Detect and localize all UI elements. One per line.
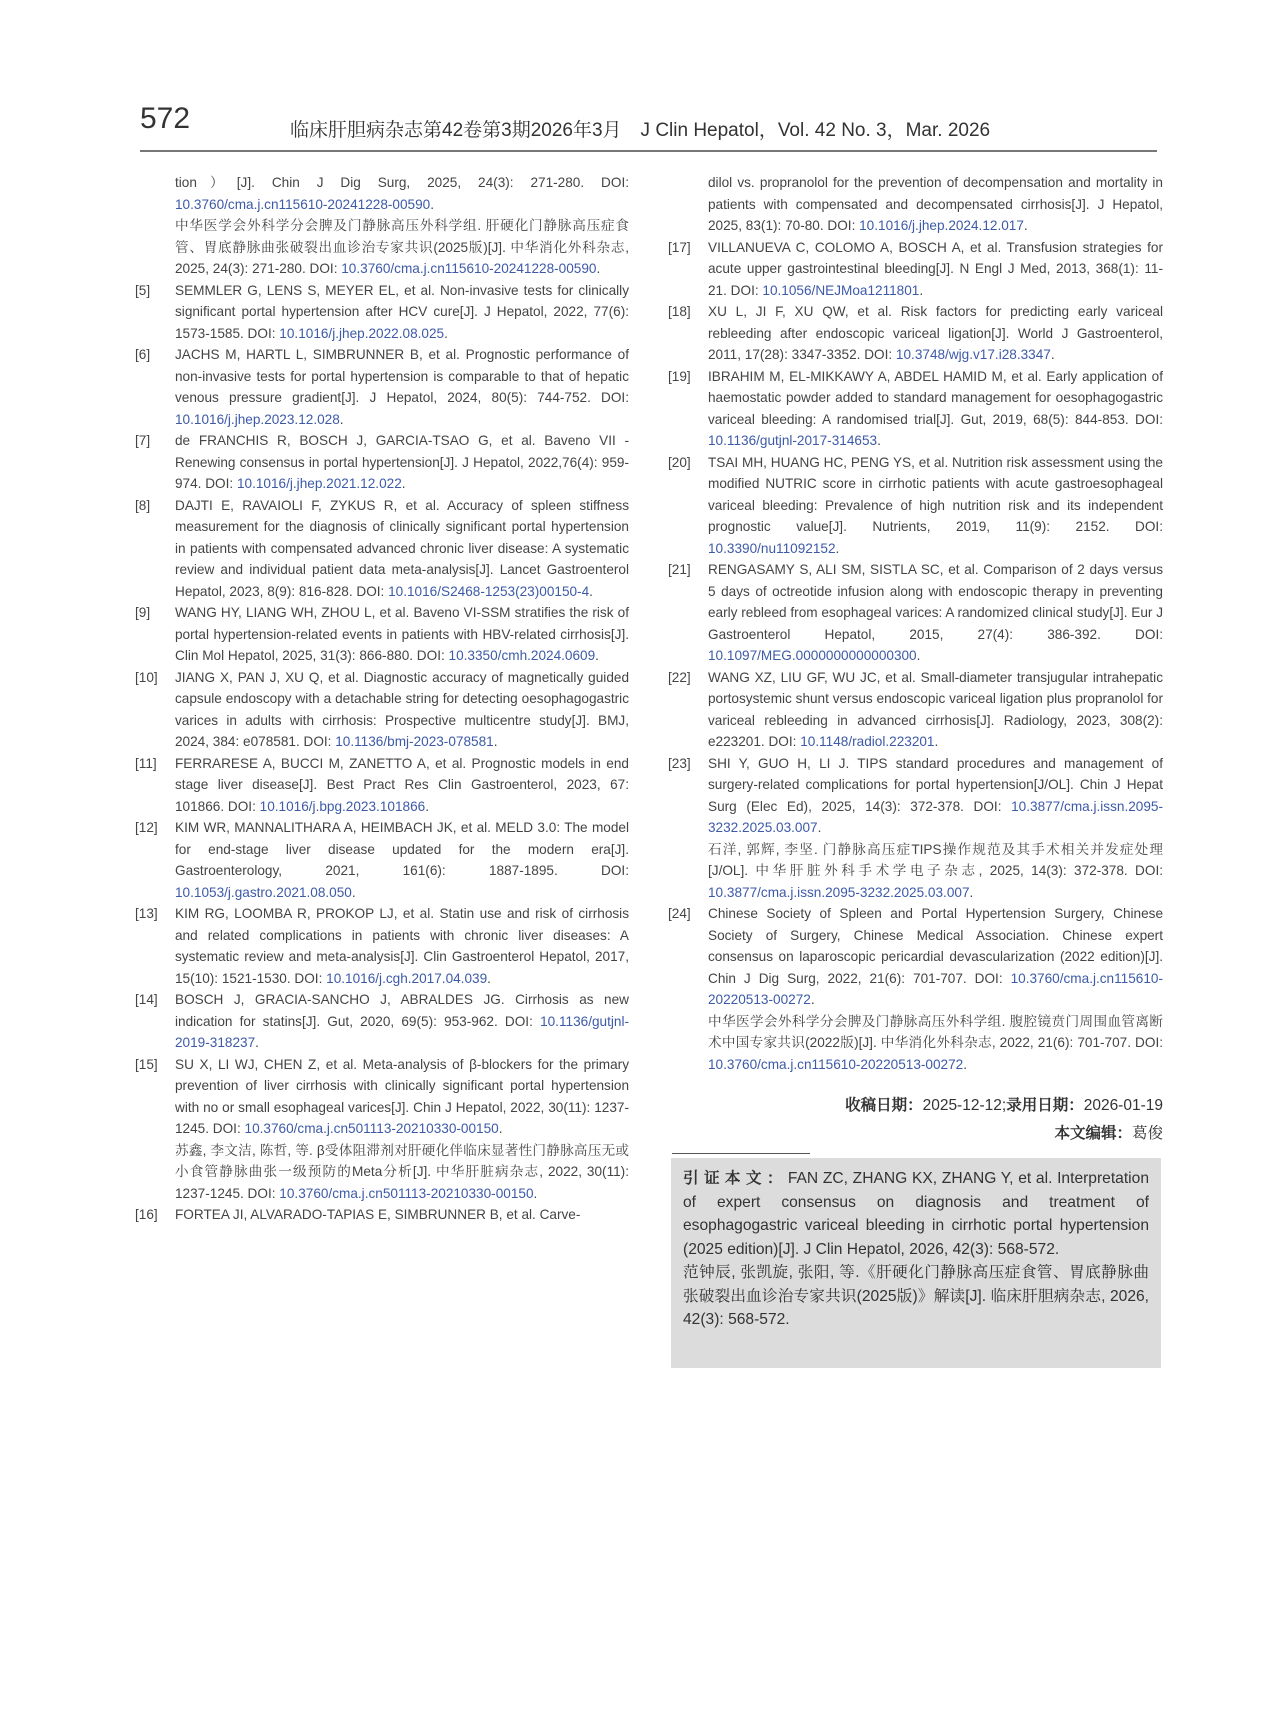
reference-text: FERRARESE A, BUCCI M, ZANETTO A, et al. Prognostic models in end stage liver disease[J]. Best Pract Res Clin Gastroenterol, 2023, 67: 101866. DOI:	[175, 755, 629, 814]
doi-link[interactable]: 10.3760/cma.j.cn115610-20220513-00272	[708, 1056, 964, 1072]
reference-item	[668, 301, 1163, 366]
reference-tail: .	[877, 433, 881, 448]
doi-link[interactable]: 10.1016/j.jhep.2024.12.017	[859, 218, 1024, 233]
doi-link[interactable]: 10.1136/gutjnl-2017-314653	[708, 433, 878, 448]
reference-number: [17]	[668, 239, 691, 255]
reference-number: [19]	[668, 368, 691, 384]
reference-body	[175, 903, 629, 989]
received-date: 2025-12-12	[922, 1097, 1002, 1114]
editor-name: 葛俊	[1131, 1125, 1163, 1142]
doi-link[interactable]: 10.1136/bmj-2023-078581	[335, 734, 494, 749]
reference-number: [11]	[135, 755, 157, 771]
doi-link[interactable]: 10.3350/cmh.2024.0609	[448, 648, 596, 663]
reference-tail: .	[425, 798, 429, 814]
reference-tail: .	[589, 583, 593, 599]
page-number: 572	[140, 102, 191, 135]
reference-tail: .	[934, 734, 939, 749]
reference-number: [14]	[135, 992, 158, 1007]
doi-link[interactable]: 10.3877/cma.j.issn.2095-3232.2025.03.007	[708, 798, 1163, 835]
reference-text: SHI Y, GUO H, LI J. TIPS standard procedures and management of surgery-related complications for portal hypertension[J/OL]. Chin J Hepat Surg (Elec Ed), 2025, 14(3): 372-378. DOI:	[708, 755, 1163, 814]
doi-link[interactable]: 10.1053/j.gastro.2021.08.050	[175, 884, 352, 900]
reference-number: [5]	[135, 282, 151, 298]
reference-item	[135, 1204, 629, 1226]
reference-list-left-column	[135, 172, 629, 1226]
reference-text: TSAI MH, HUANG HC, PENG YS, et al. Nutrition risk assessment using the modified NUTRIC score in cirrhotic patients with acute gastroesophageal variceal bleeding: Prevalence of high nutrition risk and its independent prognostic value[J]. Nutrients, 2019, 11(9): 2152. DOI:	[708, 454, 1163, 534]
reference-item	[135, 602, 629, 667]
reference-text: KIM RG, LOOMBA R, PROKOP LJ, et al. Statin use and risk of cirrhosis and related complications in patients with chronic liver diseases: A systematic review and meta-analysis[J]. Clin Gastroenterol Hepatol, 2017, 15(10): 1521-1530. DOI:	[175, 906, 629, 986]
reference-number: [20]	[668, 454, 691, 470]
reference-continuation	[135, 215, 629, 280]
doi-link[interactable]: 10.1016/j.jhep.2022.08.025	[279, 325, 445, 341]
editor-label: 本文编辑：	[1054, 1125, 1132, 1142]
reference-text: FORTEA JI, ALVARADO-TAPIAS E, SIMBRUNNER B, et al. Carve-	[175, 1207, 581, 1222]
doi-link[interactable]: 10.1016/j.cgh.2017.04.039	[326, 970, 488, 986]
running-header: 临床肝胆病杂志第42卷第3期2026年3月 J Clin Hepatol，Vol. 42 No. 3，Mar. 2026	[290, 120, 991, 141]
citation-chinese: 范钟辰, 张凯旋, 张阳, 等.《肝硬化门静脉高压症食管、胃底静脉曲张破裂出血诊治专家共识(2025版)》解读[J]. 临床肝胆病杂志, 2026, 42(3): 568-572.	[683, 1264, 1149, 1328]
reference-number: [23]	[668, 755, 691, 771]
citation-english-text: FAN ZC, ZHANG KX, ZHANG Y, et al. Interpretation of expert consensus on diagnosis and treatment of esophagogastric variceal bleeding in cirrhotic portal hypertension (2025 edition)[J]. J Clin Hepatol, 2026, 42(3): 568-572.	[683, 1170, 1149, 1258]
reference-text: de FRANCHIS R, BOSCH J, GARCIA-TSAO G, et al. Baveno VII - Renewing consensus in portal hypertension[J]. J Hepatol, 2022,76(4): 959-974. DOI:	[175, 433, 629, 491]
citation-label: 引证本文：	[683, 1170, 788, 1187]
reference-tail: .	[810, 992, 815, 1007]
reference-tail: .	[533, 1185, 538, 1201]
reference-body	[708, 301, 1163, 366]
citation-box	[671, 1158, 1161, 1368]
reference-tail: .	[817, 820, 822, 835]
reference-body	[175, 602, 629, 667]
reference-text: tion）[J]. Chin J Dig Surg, 2025, 24(3): 271-280. DOI:	[175, 175, 629, 190]
editor-line	[668, 1120, 1163, 1148]
reference-body	[708, 237, 1163, 302]
reference-number: [21]	[668, 562, 691, 577]
reference-text: 中华医学会外科学分会脾及门静脉高压外科学组. 肝硬化门静脉高压症食管、胃底静脉曲张破裂出血诊治专家共识(2025版)[J]. 中华消化外科杂志, 2025, 24(3): 271-280. DOI:	[175, 218, 629, 276]
reference-number: [10]	[135, 669, 158, 685]
reference-item	[135, 753, 629, 818]
reference-text: WANG HY, LIANG WH, ZHOU L, et al. Baveno VI-SSM stratifies the risk of portal hypertension-related events in patients with HBV-related cirrhosis[J]. Clin Mol Hepatol, 2025, 31(3): 866-880. DOI:	[175, 605, 629, 663]
reference-continuation	[135, 1140, 629, 1205]
reference-item	[135, 817, 629, 903]
reference-text: 中华医学会外科学分会脾及门静脉高压外科学组. 腹腔镜贲门周围血管离断术中国专家共识(2022版)[J]. 中华消化外科杂志, 2022, 21(6): 701-707. DOI:	[708, 1013, 1163, 1050]
reference-tail: .	[919, 282, 924, 298]
doi-link[interactable]: 10.1016/j.jhep.2023.12.028	[175, 411, 340, 427]
reference-tail: .	[487, 970, 491, 986]
reference-body	[175, 280, 629, 345]
reference-tail: .	[493, 734, 498, 749]
reference-text: DAJTI E, RAVAIOLI F, ZYKUS R, et al. Accuracy of spleen stiffness measurement for the diagnosis of clinically significant portal hypertension in patients with compensated advanced chronic liver disease: A systematic review and individual patient data meta-analysis[J]. Lancet Gastroenterol Hepatol, 2023, 8(9): 816-828. DOI:	[175, 497, 629, 599]
reference-item	[668, 903, 1163, 1011]
reference-item	[135, 667, 629, 753]
accepted-label: 录用日期：	[1006, 1097, 1084, 1114]
reference-body	[175, 753, 629, 818]
reference-body	[708, 366, 1163, 452]
reference-text: XU L, JI F, XU QW, et al. Risk factors for predicting early variceal rebleeding after endoscopic variceal ligation[J]. World J Gastroenterol, 2011, 17(28): 3347-3352. DOI:	[708, 304, 1163, 362]
reference-item	[135, 430, 629, 495]
reference-tail: .	[596, 261, 601, 276]
doi-link[interactable]: 10.3760/cma.j.cn501113-20210330-00150	[244, 1121, 499, 1136]
reference-tail: .	[835, 540, 840, 556]
doi-link[interactable]: 10.1097/MEG.0000000000000300	[708, 648, 917, 663]
reference-body	[175, 495, 629, 603]
reference-body	[708, 559, 1163, 667]
reference-number: [9]	[135, 605, 151, 620]
doi-link[interactable]: 10.1148/radiol.223201	[800, 734, 935, 749]
reference-number: [7]	[135, 433, 151, 448]
reference-number: [6]	[135, 347, 151, 362]
doi-link[interactable]: 10.3760/cma.j.cn115610-20220513-00272	[708, 970, 1163, 1007]
reference-item	[135, 1054, 629, 1140]
reference-text: VILLANUEVA C, COLOMO A, BOSCH A, et al. Transfusion strategies for acute upper gastrointestinal bleeding[J]. N Engl J Med, 2013, 368(1): 11-21. DOI:	[708, 239, 1163, 298]
reference-item	[668, 753, 1163, 839]
reference-tail: .	[401, 476, 406, 491]
reference-tail: .	[255, 1035, 259, 1050]
reference-body	[175, 989, 629, 1054]
doi-link[interactable]: 10.1016/j.jhep.2021.12.022	[236, 476, 402, 491]
reference-body	[175, 344, 629, 430]
reference-text: JACHS M, HARTL L, SIMBRUNNER B, et al. Prognostic performance of non-invasive tests for portal hypertension is comparable to that of hepatic venous pressure gradient[J]. J Hepatol, 2024, 80(5): 744-752. DOI:	[175, 347, 629, 405]
reference-list-right-column	[668, 172, 1163, 1075]
reference-tail: .	[444, 325, 448, 341]
reference-number: [16]	[135, 1207, 158, 1222]
reference-body	[708, 452, 1163, 560]
reference-item	[135, 989, 629, 1054]
doi-link[interactable]: 10.3760/cma.j.cn115610-20241228-00590	[175, 196, 431, 212]
reference-item	[135, 903, 629, 989]
reference-tail: .	[595, 648, 599, 663]
reference-number: [8]	[135, 497, 151, 513]
reference-continuation	[135, 172, 629, 215]
reference-item	[668, 667, 1163, 753]
reference-text: dilol vs. propranolol for the prevention of decompensation and mortality in patients with compensated and decompensated cirrhosis[J]. J Hepatol, 2025, 83(1): 70-80. DOI:	[708, 175, 1163, 233]
reference-text: BOSCH J, GRACIA-SANCHO J, ABRALDES JG. Cirrhosis as new indication for statins[J]. Gut, 2020, 69(5): 953-962. DOI:	[175, 992, 629, 1029]
reference-text: WANG XZ, LIU GF, WU JC, et al. Small-diameter transjugular intrahepatic portosystemic shunt versus endoscopic variceal ligation plus propranolol for variceal rebleeding in advanced cirrhosis[J]. Radiology, 2023, 308(2): e223201. DOI:	[708, 669, 1163, 749]
doi-link[interactable]: 10.1136/gutjnl-2019-318237	[175, 1013, 629, 1050]
doi-link[interactable]: 10.3760/cma.j.cn115610-20241228-00590	[341, 261, 597, 276]
reference-body	[175, 667, 629, 753]
reference-item	[668, 452, 1163, 560]
reference-text: 苏鑫, 李文洁, 陈哲, 等. β受体阻滞剂对肝硬化伴临床显著性门静脉高压无或小食管静脉曲张一级预防的Meta分析[J]. 中华肝脏病杂志, 2022, 30(11): 1237-1245. DOI:	[175, 1142, 629, 1201]
reference-tail: .	[351, 884, 356, 900]
reference-body	[175, 1204, 629, 1226]
reference-item	[135, 344, 629, 430]
reference-item	[135, 280, 629, 345]
doi-link[interactable]: 10.1056/NEJMoa1211801	[762, 282, 920, 298]
reference-tail: .	[339, 411, 344, 427]
reference-text: IBRAHIM M, EL-MIKKAWY A, ABDEL HAMID M, et al. Early application of haemostatic powder added to standard management for oesophagogastric variceal bleeding: A randomised trial[J]. Gut, 2019, 68(5): 844-853. DOI:	[708, 368, 1163, 427]
reference-item	[135, 495, 629, 603]
reference-number: [22]	[668, 669, 691, 685]
reference-number: [18]	[668, 304, 691, 319]
received-label: 收稿日期：	[845, 1097, 923, 1114]
reference-text: JIANG X, PAN J, XU Q, et al. Diagnostic accuracy of magnetically guided capsule endoscopy with a detachable string for detecting oesophagogastric varices in adults with cirrhosis: Prospective multicentre study[J]. BMJ, 2024, 384: e078581. DOI:	[175, 669, 629, 749]
received-accepted-line: 收稿日期：2025-12-12;录用日期：2026-01-19	[845, 1097, 1163, 1114]
reference-number: [24]	[668, 906, 691, 921]
reference-tail: .	[963, 1056, 967, 1072]
doi-link[interactable]: 10.3760/cma.j.cn501113-20210330-00150	[279, 1185, 534, 1201]
reference-tail: .	[969, 884, 974, 900]
reference-continuation	[668, 839, 1163, 904]
reference-continuation	[668, 1011, 1163, 1076]
doi-link[interactable]: 10.1016/S2468-1253(23)00150-4	[388, 583, 590, 599]
doi-link[interactable]: 10.3748/wjg.v17.i28.3347	[895, 347, 1051, 362]
citation-divider	[672, 1153, 810, 1154]
reference-tail: .	[916, 648, 921, 663]
accepted-date: 2026-01-19	[1083, 1097, 1163, 1114]
reference-tail: .	[498, 1121, 503, 1136]
citation-english	[683, 1167, 1149, 1261]
reference-number: [15]	[135, 1056, 158, 1072]
reference-body	[175, 430, 629, 495]
reference-number: [12]	[135, 820, 158, 835]
reference-tail: .	[1023, 218, 1028, 233]
article-dates	[668, 1092, 1163, 1148]
reference-number: [13]	[135, 906, 158, 921]
reference-body	[708, 667, 1163, 753]
reference-body	[175, 1054, 629, 1140]
reference-item	[668, 559, 1163, 667]
doi-link[interactable]: 10.3390/nu11092152	[708, 540, 836, 556]
reference-text: SEMMLER G, LENS S, MEYER EL, et al. Non-invasive tests for clinically significant portal hypertension after HCV cure[J]. J Hepatol, 2022, 77(6): 1573-1585. DOI:	[175, 282, 629, 341]
reference-item	[668, 366, 1163, 452]
reference-body	[708, 753, 1163, 839]
reference-text: KIM WR, MANNALITHARA A, HEIMBACH JK, et al. MELD 3.0: The model for end-stage liver disease updated for the modern era[J]. Gastroenterology, 2021, 161(6): 1887-1895. DOI:	[175, 820, 629, 878]
reference-item	[668, 237, 1163, 302]
header-divider	[140, 150, 1157, 152]
reference-text: Chinese Society of Spleen and Portal Hypertension Surgery, Chinese Society of Surgery, Chinese Medical Association. Chinese expert consensus on laparoscopic pericardial devascularization (2022 edition)[J]. Chin J Dig Surg, 2022, 21(6): 701-707. DOI:	[708, 906, 1163, 986]
reference-text: RENGASAMY S, ALI SM, SISTLA SC, et al. Comparison of 2 days versus 5 days of octreotide infusion along with endoscopic therapy in preventing early rebleed from esophageal varices: A randomized clinical study[J]. Eur J Gastroenterol Hepatol, 2015, 27(4): 386-392. DOI:	[708, 562, 1163, 642]
reference-tail: .	[1050, 347, 1055, 362]
reference-continuation	[668, 172, 1163, 237]
reference-body	[175, 817, 629, 903]
doi-link[interactable]: 10.1016/j.bpg.2023.101866	[259, 798, 426, 814]
reference-text: SU X, LI WJ, CHEN Z, et al. Meta-analysis of β-blockers for the primary prevention of liver cirrhosis with clinically significant portal hypertension with no or small esophageal varices[J]. Chin J Hepatol, 2022, 30(11): 1237-1245. DOI:	[175, 1056, 629, 1136]
reference-tail: .	[430, 196, 434, 212]
reference-body	[708, 903, 1163, 1011]
doi-link[interactable]: 10.3877/cma.j.issn.2095-3232.2025.03.007	[708, 884, 970, 900]
reference-text: 石洋, 郭辉, 李坚. 门静脉高压症TIPS操作规范及其手术相关并发症处理[J/OL]. 中华肝脏外科手术学电子杂志, 2025, 14(3): 372-378. DOI:	[708, 841, 1163, 878]
